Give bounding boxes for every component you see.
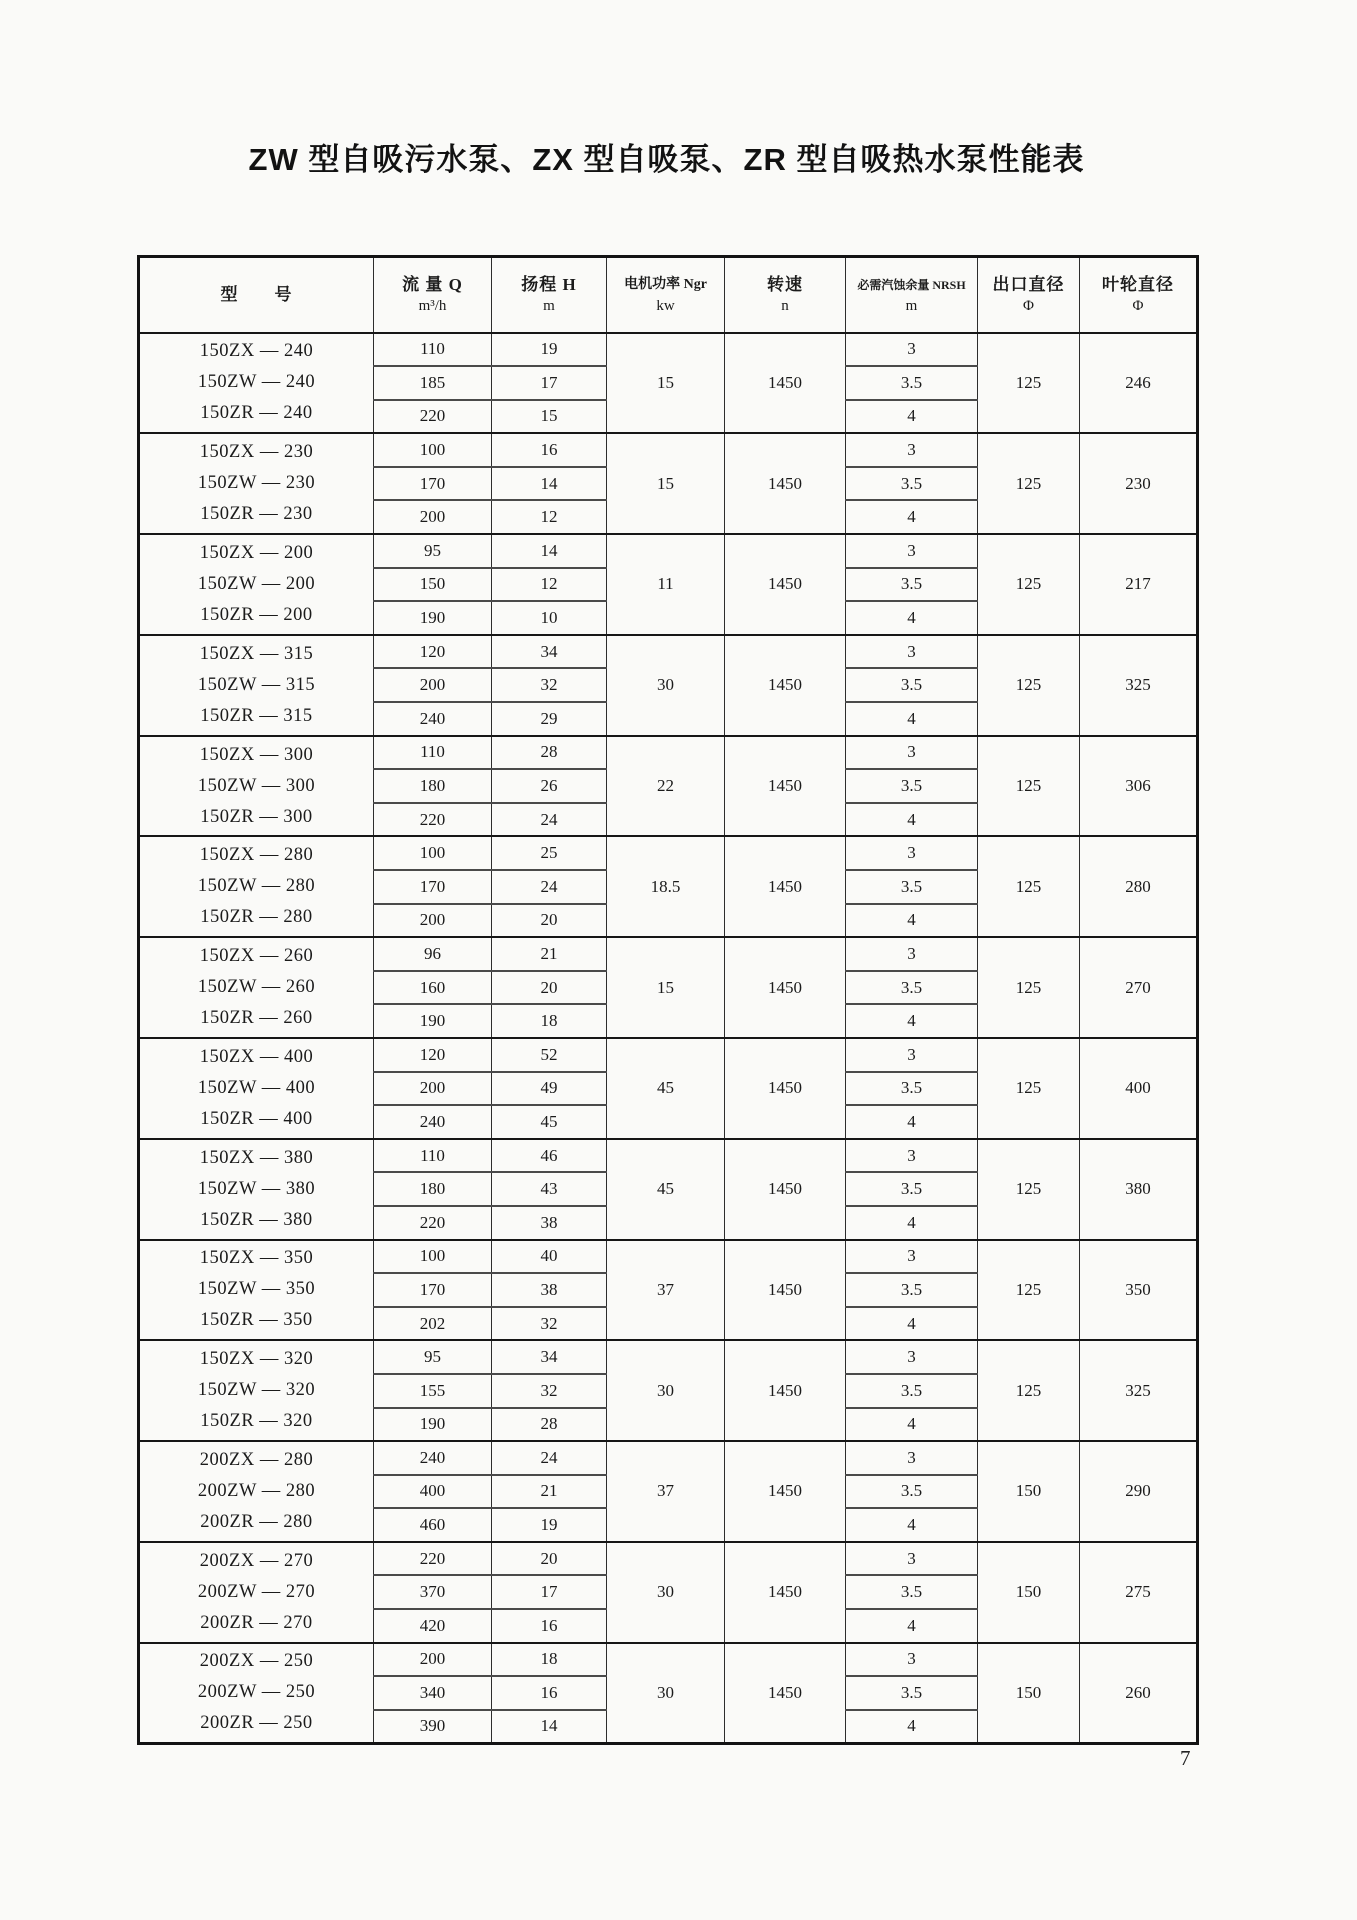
impeller-diameter: 306 — [1080, 736, 1198, 837]
model-name: 200ZR — 250 — [200, 1713, 313, 1734]
power-value: 45 — [607, 1139, 725, 1240]
header-unit-npsh: m — [905, 297, 918, 314]
flow-value: 110 — [374, 736, 492, 770]
head-value: 18 — [492, 1004, 607, 1038]
model-name: 150ZR — 320 — [200, 1411, 313, 1432]
flow-value: 180 — [374, 769, 492, 803]
model-name: 200ZW — 280 — [197, 1480, 316, 1501]
table-row — [139, 1340, 1198, 1374]
npsh-value: 4 — [846, 904, 978, 938]
model-name: 150ZR — 230 — [200, 504, 313, 525]
outlet-diameter: 125 — [978, 1240, 1080, 1341]
power-value: 30 — [607, 1643, 725, 1744]
model-name: 150ZX — 350 — [199, 1248, 314, 1269]
impeller-diameter: 380 — [1080, 1139, 1198, 1240]
flow-value: 95 — [374, 1340, 492, 1374]
head-value: 15 — [492, 400, 607, 434]
npsh-value: 3 — [846, 836, 978, 870]
model-name: 150ZW — 350 — [197, 1279, 316, 1300]
flow-value: 190 — [374, 1004, 492, 1038]
model-name: 150ZX — 230 — [199, 442, 314, 463]
head-value: 52 — [492, 1038, 607, 1072]
impeller-diameter: 270 — [1080, 937, 1198, 1038]
table-row — [139, 736, 1198, 770]
impeller-diameter: 230 — [1080, 433, 1198, 534]
head-value: 12 — [492, 568, 607, 602]
npsh-value: 3.5 — [846, 1676, 978, 1710]
pump-group-6 — [139, 836, 1198, 937]
model-name: 150ZR — 350 — [200, 1310, 313, 1331]
pump-group-4 — [139, 635, 1198, 736]
impeller-diameter: 280 — [1080, 836, 1198, 937]
col-header-model — [139, 257, 374, 333]
flow-value: 96 — [374, 937, 492, 971]
head-value: 34 — [492, 1340, 607, 1374]
header-label-npsh: 必需汽蚀余量 NRSH — [857, 277, 966, 292]
flow-value: 170 — [374, 870, 492, 904]
npsh-value: 3 — [846, 333, 978, 367]
model-cell — [139, 635, 374, 736]
model-name: 200ZR — 280 — [200, 1511, 313, 1532]
model-name: 150ZW — 200 — [197, 573, 316, 594]
flow-value: 120 — [374, 1038, 492, 1072]
power-value: 22 — [607, 736, 725, 837]
head-value: 20 — [492, 1542, 607, 1576]
table-row — [139, 1240, 1198, 1274]
model-name: 200ZW — 250 — [197, 1682, 316, 1703]
flow-value: 220 — [374, 803, 492, 837]
power-value: 30 — [607, 1542, 725, 1643]
speed-value: 1450 — [725, 937, 846, 1038]
npsh-value: 4 — [846, 500, 978, 534]
npsh-value: 3 — [846, 736, 978, 770]
pump-group-7 — [139, 937, 1198, 1038]
model-cell — [139, 1340, 374, 1441]
model-name: 150ZW — 230 — [197, 473, 316, 494]
speed-value: 1450 — [725, 635, 846, 736]
flow-value: 160 — [374, 971, 492, 1005]
npsh-value: 3 — [846, 1441, 978, 1475]
flow-value: 110 — [374, 333, 492, 367]
impeller-diameter: 246 — [1080, 333, 1198, 434]
model-name: 150ZW — 315 — [197, 674, 316, 695]
model-name: 150ZR — 315 — [200, 705, 313, 726]
head-value: 28 — [492, 736, 607, 770]
power-value: 15 — [607, 937, 725, 1038]
npsh-value: 3.5 — [846, 1575, 978, 1609]
head-value: 38 — [492, 1273, 607, 1307]
npsh-value: 3 — [846, 1038, 978, 1072]
col-header-npsh — [846, 257, 978, 333]
model-name: 150ZW — 380 — [197, 1178, 316, 1199]
model-cell — [139, 1139, 374, 1240]
head-value: 20 — [492, 904, 607, 938]
head-value: 24 — [492, 1441, 607, 1475]
outlet-diameter: 150 — [978, 1542, 1080, 1643]
speed-value: 1450 — [725, 1240, 846, 1341]
flow-value: 220 — [374, 1542, 492, 1576]
power-value: 11 — [607, 534, 725, 635]
power-value: 30 — [607, 1340, 725, 1441]
npsh-value: 3 — [846, 1139, 978, 1173]
npsh-value: 4 — [846, 1307, 978, 1341]
speed-value: 1450 — [725, 534, 846, 635]
model-name: 150ZX — 300 — [199, 744, 314, 765]
impeller-diameter: 325 — [1080, 635, 1198, 736]
outlet-diameter: 125 — [978, 1038, 1080, 1139]
impeller-diameter: 217 — [1080, 534, 1198, 635]
table-row — [139, 534, 1198, 568]
head-value: 24 — [492, 803, 607, 837]
power-value: 15 — [607, 333, 725, 434]
flow-value: 390 — [374, 1710, 492, 1744]
pump-group-14 — [139, 1643, 1198, 1744]
model-cell — [139, 534, 374, 635]
npsh-value: 3.5 — [846, 1475, 978, 1509]
npsh-value: 4 — [846, 1508, 978, 1542]
npsh-value: 3.5 — [846, 568, 978, 602]
head-value: 18 — [492, 1643, 607, 1677]
flow-value: 220 — [374, 1206, 492, 1240]
pump-group-1 — [139, 333, 1198, 434]
npsh-value: 3 — [846, 635, 978, 669]
outlet-diameter: 125 — [978, 635, 1080, 736]
flow-value: 100 — [374, 1240, 492, 1274]
npsh-value: 4 — [846, 1609, 978, 1643]
head-value: 49 — [492, 1072, 607, 1106]
speed-value: 1450 — [725, 836, 846, 937]
pump-group-9 — [139, 1139, 1198, 1240]
head-value: 29 — [492, 702, 607, 736]
page-number: 7 — [1180, 1746, 1191, 1770]
npsh-value: 4 — [846, 1206, 978, 1240]
impeller-diameter: 275 — [1080, 1542, 1198, 1643]
flow-value: 400 — [374, 1475, 492, 1509]
pump-group-8 — [139, 1038, 1198, 1139]
header-unit-impeller: Φ — [1132, 297, 1144, 314]
power-value: 37 — [607, 1240, 725, 1341]
head-value: 24 — [492, 870, 607, 904]
power-value: 18.5 — [607, 836, 725, 937]
head-value: 43 — [492, 1172, 607, 1206]
outlet-diameter: 125 — [978, 836, 1080, 937]
model-cell — [139, 433, 374, 534]
head-value: 19 — [492, 333, 607, 367]
header-unit-head: m — [543, 297, 555, 314]
head-value: 16 — [492, 1676, 607, 1710]
model-name: 150ZX — 280 — [199, 845, 314, 866]
model-name: 200ZX — 280 — [199, 1449, 314, 1470]
head-value: 10 — [492, 601, 607, 635]
model-name: 150ZW — 240 — [197, 372, 316, 393]
model-name: 150ZR — 280 — [200, 907, 313, 928]
table-row — [139, 433, 1198, 467]
model-name: 150ZW — 320 — [197, 1380, 316, 1401]
model-name: 200ZW — 270 — [197, 1581, 316, 1602]
head-value: 40 — [492, 1240, 607, 1274]
head-value: 38 — [492, 1206, 607, 1240]
model-name: 150ZX — 200 — [199, 542, 314, 563]
head-value: 21 — [492, 937, 607, 971]
model-name: 150ZX — 315 — [199, 643, 314, 664]
npsh-value: 3.5 — [846, 467, 978, 501]
table-row — [139, 1643, 1198, 1677]
flow-value: 120 — [374, 635, 492, 669]
npsh-value: 3.5 — [846, 366, 978, 400]
npsh-value: 3.5 — [846, 769, 978, 803]
head-value: 20 — [492, 971, 607, 1005]
model-name: 150ZR — 380 — [200, 1209, 313, 1230]
npsh-value: 3.5 — [846, 1374, 978, 1408]
head-value: 12 — [492, 500, 607, 534]
model-cell — [139, 333, 374, 434]
power-value: 37 — [607, 1441, 725, 1542]
flow-value: 200 — [374, 500, 492, 534]
header-unit-flow: m³/h — [418, 297, 447, 314]
power-value: 30 — [607, 635, 725, 736]
flow-value: 100 — [374, 433, 492, 467]
npsh-value: 3 — [846, 433, 978, 467]
model-name: 150ZX — 260 — [199, 946, 314, 967]
table-row — [139, 1139, 1198, 1173]
flow-value: 240 — [374, 1105, 492, 1139]
head-value: 28 — [492, 1408, 607, 1442]
flow-value: 170 — [374, 1273, 492, 1307]
head-value: 16 — [492, 1609, 607, 1643]
speed-value: 1450 — [725, 1038, 846, 1139]
npsh-value: 3 — [846, 1643, 978, 1677]
head-value: 26 — [492, 769, 607, 803]
flow-value: 180 — [374, 1172, 492, 1206]
head-value: 34 — [492, 635, 607, 669]
head-value: 16 — [492, 433, 607, 467]
header-unit-power: kw — [656, 297, 675, 314]
flow-value: 460 — [374, 1508, 492, 1542]
model-cell — [139, 1441, 374, 1542]
npsh-value: 4 — [846, 601, 978, 635]
head-value: 46 — [492, 1139, 607, 1173]
npsh-value: 3 — [846, 1542, 978, 1576]
npsh-value: 4 — [846, 400, 978, 434]
npsh-value: 4 — [846, 1004, 978, 1038]
pump-group-13 — [139, 1542, 1198, 1643]
npsh-value: 4 — [846, 1408, 978, 1442]
flow-value: 200 — [374, 668, 492, 702]
flow-value: 202 — [374, 1307, 492, 1341]
header-label-outlet: 出口直径 — [992, 274, 1065, 294]
npsh-value: 3 — [846, 1240, 978, 1274]
head-value: 32 — [492, 668, 607, 702]
flow-value: 150 — [374, 568, 492, 602]
npsh-value: 3.5 — [846, 870, 978, 904]
model-name: 150ZR — 240 — [200, 403, 313, 424]
flow-value: 200 — [374, 1072, 492, 1106]
power-value: 45 — [607, 1038, 725, 1139]
pump-group-10 — [139, 1240, 1198, 1341]
head-value: 32 — [492, 1307, 607, 1341]
col-header-head — [492, 257, 607, 333]
model-name: 150ZR — 300 — [200, 806, 313, 827]
table-row — [139, 1038, 1198, 1072]
outlet-diameter: 125 — [978, 736, 1080, 837]
model-name: 200ZX — 270 — [199, 1550, 314, 1571]
col-header-outlet — [978, 257, 1080, 333]
header-label-flow: 流 量 Q — [402, 274, 463, 294]
npsh-value: 4 — [846, 803, 978, 837]
model-name: 200ZR — 270 — [200, 1612, 313, 1633]
col-header-speed — [725, 257, 846, 333]
npsh-value: 3.5 — [846, 668, 978, 702]
table-row — [139, 836, 1198, 870]
pump-group-3 — [139, 534, 1198, 635]
model-cell — [139, 736, 374, 837]
speed-value: 1450 — [725, 333, 846, 434]
head-value: 19 — [492, 1508, 607, 1542]
flow-value: 220 — [374, 400, 492, 434]
header-label-speed: 转速 — [767, 274, 803, 294]
flow-value: 420 — [374, 1609, 492, 1643]
model-name: 150ZW — 400 — [197, 1077, 316, 1098]
head-value: 17 — [492, 1575, 607, 1609]
pump-group-11 — [139, 1340, 1198, 1441]
flow-value: 100 — [374, 836, 492, 870]
impeller-diameter: 260 — [1080, 1643, 1198, 1744]
npsh-value: 3.5 — [846, 971, 978, 1005]
table-row — [139, 937, 1198, 971]
page-title: ZW 型自吸污水泵、ZX 型自吸泵、ZR 型自吸热水泵性能表 — [248, 142, 1085, 177]
flow-value: 240 — [374, 1441, 492, 1475]
flow-value: 240 — [374, 702, 492, 736]
impeller-diameter: 290 — [1080, 1441, 1198, 1542]
header-label-power: 电机功率 Ngr — [624, 276, 707, 292]
table-header — [139, 257, 1198, 333]
model-name: 150ZR — 200 — [200, 604, 313, 625]
flow-value: 185 — [374, 366, 492, 400]
model-cell — [139, 1240, 374, 1341]
npsh-value: 3.5 — [846, 1273, 978, 1307]
npsh-value: 3 — [846, 937, 978, 971]
speed-value: 1450 — [725, 1643, 846, 1744]
pump-group-5 — [139, 736, 1198, 837]
model-name: 150ZR — 400 — [200, 1108, 313, 1129]
flow-value: 190 — [374, 1408, 492, 1442]
speed-value: 1450 — [725, 1340, 846, 1441]
flow-value: 200 — [374, 904, 492, 938]
npsh-value: 3 — [846, 1340, 978, 1374]
head-value: 14 — [492, 467, 607, 501]
header-label-impeller: 叶轮直径 — [1102, 274, 1174, 294]
model-name: 150ZX — 320 — [199, 1349, 314, 1370]
outlet-diameter: 125 — [978, 1139, 1080, 1240]
header-label-head: 扬程 H — [521, 274, 577, 294]
npsh-value: 3.5 — [846, 1172, 978, 1206]
model-cell — [139, 1038, 374, 1139]
header-unit-speed: n — [781, 297, 789, 314]
impeller-diameter: 325 — [1080, 1340, 1198, 1441]
head-value: 14 — [492, 1710, 607, 1744]
flow-value: 110 — [374, 1139, 492, 1173]
model-name: 150ZX — 240 — [199, 341, 314, 362]
outlet-diameter: 150 — [978, 1643, 1080, 1744]
impeller-diameter: 350 — [1080, 1240, 1198, 1341]
model-cell — [139, 1542, 374, 1643]
speed-value: 1450 — [725, 1542, 846, 1643]
col-header-power — [607, 257, 725, 333]
speed-value: 1450 — [725, 1139, 846, 1240]
model-cell — [139, 1643, 374, 1744]
head-value: 25 — [492, 836, 607, 870]
header-unit-outlet: Φ — [1023, 297, 1034, 314]
head-value: 14 — [492, 534, 607, 568]
table-row — [139, 333, 1198, 367]
model-cell — [139, 937, 374, 1038]
impeller-diameter: 400 — [1080, 1038, 1198, 1139]
head-value: 45 — [492, 1105, 607, 1139]
table-row — [139, 635, 1198, 669]
outlet-diameter: 125 — [978, 433, 1080, 534]
model-name: 200ZX — 250 — [199, 1651, 314, 1672]
flow-value: 170 — [374, 467, 492, 501]
npsh-value: 3 — [846, 534, 978, 568]
table-row — [139, 1441, 1198, 1475]
flow-value: 340 — [374, 1676, 492, 1710]
flow-value: 200 — [374, 1643, 492, 1677]
head-value: 17 — [492, 366, 607, 400]
model-name: 150ZW — 260 — [197, 977, 316, 998]
model-name: 150ZW — 300 — [197, 775, 316, 796]
outlet-diameter: 125 — [978, 534, 1080, 635]
pump-performance-table — [137, 255, 1199, 1745]
pump-group-2 — [139, 433, 1198, 534]
npsh-value: 3.5 — [846, 1072, 978, 1106]
outlet-diameter: 125 — [978, 1340, 1080, 1441]
flow-value: 95 — [374, 534, 492, 568]
col-header-impeller — [1080, 257, 1198, 333]
npsh-value: 4 — [846, 1105, 978, 1139]
model-name: 150ZW — 280 — [197, 876, 316, 897]
flow-value: 155 — [374, 1374, 492, 1408]
outlet-diameter: 125 — [978, 937, 1080, 1038]
pump-group-12 — [139, 1441, 1198, 1542]
head-value: 21 — [492, 1475, 607, 1509]
npsh-value: 4 — [846, 1710, 978, 1744]
power-value: 15 — [607, 433, 725, 534]
model-name: 150ZX — 400 — [199, 1046, 314, 1067]
speed-value: 1450 — [725, 433, 846, 534]
model-cell — [139, 836, 374, 937]
header-row — [139, 257, 1198, 333]
speed-value: 1450 — [725, 736, 846, 837]
flow-value: 190 — [374, 601, 492, 635]
model-name: 150ZX — 380 — [199, 1147, 314, 1168]
table-row — [139, 1542, 1198, 1576]
flow-value: 370 — [374, 1575, 492, 1609]
col-header-flow — [374, 257, 492, 333]
model-name: 150ZR — 260 — [200, 1008, 313, 1029]
outlet-diameter: 125 — [978, 333, 1080, 434]
speed-value: 1450 — [725, 1441, 846, 1542]
npsh-value: 4 — [846, 702, 978, 736]
header-label-model: 型 号 — [220, 284, 293, 304]
head-value: 32 — [492, 1374, 607, 1408]
outlet-diameter: 150 — [978, 1441, 1080, 1542]
